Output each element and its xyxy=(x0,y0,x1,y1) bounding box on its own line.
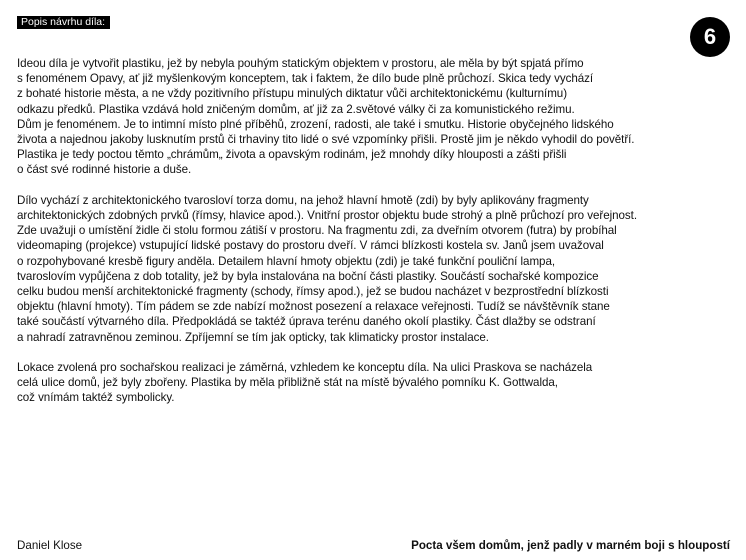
text-line: Dílo vychází z architektonického tvarosloví torza domu, na jehož hlavní hmotě (zdi) by byly aplikovány fragmenty xyxy=(17,193,589,207)
text-line: a nahradí zatravněnou zeminou. Zpříjemní se tím jak opticky, tak klimaticky prostor instalace. xyxy=(17,330,489,344)
text-line: tvaroslovím vypůjčena z dob totality, jež by byla instalována na boční části plastiky. Součástí sochařské kompozice xyxy=(17,269,599,283)
text-line: celá ulice domů, jež byly zbořeny. Plastika by měla přibližně stát na místě bývalého pomníku K. Gottwalda, xyxy=(17,376,558,390)
text-line: objektu (hlavní hmoty). Tím pádem se zde nabízí možnost posezení a relaxace veřejnosti. Tudíž se návštěvník stane xyxy=(17,300,610,314)
text-line: Plastika je tedy poctou těmto „chrámům„ života a opavským rodinám, jež mnohdy díky hlouposti a zášti přišli xyxy=(17,148,567,162)
author-name: Daniel Klose xyxy=(17,539,83,552)
paragraph xyxy=(17,56,729,178)
paragraph xyxy=(17,193,729,345)
description-text xyxy=(17,56,729,421)
section-label: Popis návrhu díla: xyxy=(17,16,110,29)
text-line: také součástí výtvarného díla. Předpokládá se taktéž úprava terénu daného okolí plastiky. Část dlažby se odstraní xyxy=(17,315,596,329)
text-line: s fenoménem Opavy, ať již myšlenkovým konceptem, tak i faktem, že dílo bude plně průchozí. Skica tedy vychází xyxy=(17,72,594,86)
text-line: z bohaté historie města, a ne vždy pozitivního přístupu minulých diktatur vůči architektonickému (kulturnímu) xyxy=(17,87,568,101)
text-line: Lokace zvolená pro sochařskou realizaci je záměrná, vzhledem ke konceptu díla. Na ulici Praskova se nacházela xyxy=(17,361,593,375)
paragraph xyxy=(17,360,729,406)
text-line: videomaping (projekce) vstupující lidské postavy do prostoru dveří. V rámci blízkosti kostela sv. Janů jsem uvažoval xyxy=(17,239,604,253)
page-number-badge: 6 xyxy=(690,17,730,57)
text-line: života a najednou jakoby lusknutím prstů či trhaviny tito lidé o své vzpomínky přišli. Prostě jim je někdo vyhodil do povětří. xyxy=(17,133,635,147)
text-line: což vnímám taktéž symbolicky. xyxy=(17,391,175,405)
text-line: o rozpohybované kresbě figury anděla. Detailem hlavní hmoty objektu (zdi) je také funkční pouliční lampa, xyxy=(17,254,556,268)
text-line: odkazu předků. Plastika vzdává hold zničeným domům, ať již za 2.světové války či za komunistického režimu. xyxy=(17,102,575,116)
work-title: Pocta všem domům, jenž padly v marném boji s hloupostí xyxy=(411,539,730,552)
text-line: Dům je fenoménem. Je to intimní místo plné příběhů, zrození, radosti, ale také i smutku. Historie obyčejného lidského xyxy=(17,117,614,131)
text-line: architektonických zdobných prvků (římsy, hlavice apod.). Vnitřní prostor objektu bude strohý a plně průchozí pro veřejnost. xyxy=(17,209,638,223)
text-line: Ideou díla je vytvořit plastiku, jež by nebyla pouhým statickým objektem v prostoru, ale měla by být spjatá přímo xyxy=(17,57,584,70)
text-line: Zde uvažuji o umístění židle či stolu formou zátiší v prostoru. Na fragmentu zdi, za dveřním otvorem (futra) by probíhal xyxy=(17,224,617,238)
text-line: celku budou menší architektonické fragmenty (schody, římsy apod.), jež se budou nacházet v bezprostřední blízkosti xyxy=(17,285,609,299)
text-line: o část své rodinné historie a duše. xyxy=(17,163,192,177)
